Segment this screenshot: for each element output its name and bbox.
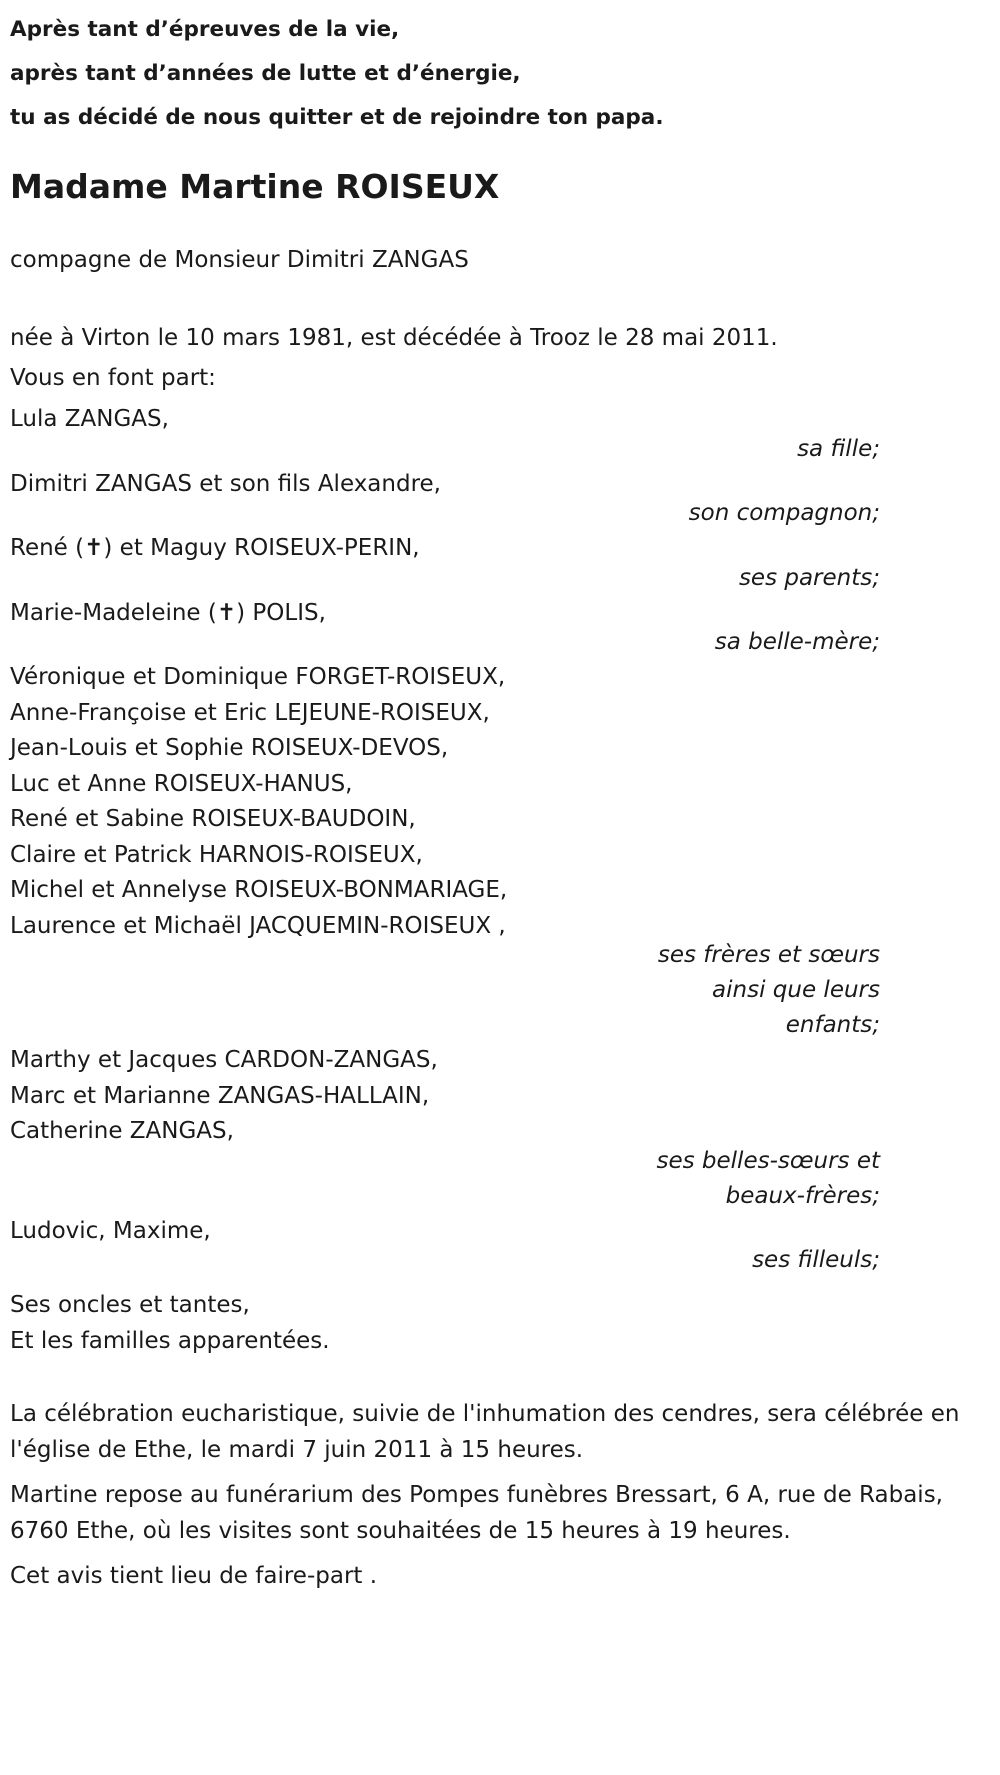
family-list bbox=[10, 402, 990, 1278]
intro-line: après tant d’années de lutte et d’énergie, bbox=[10, 61, 521, 86]
family-member-line: Luc et Anne ROISEUX-HANUS, bbox=[10, 770, 353, 797]
family-member-line: Lula ZANGAS, bbox=[10, 406, 169, 432]
ceremony-paragraph: La célébration eucharistique, suivie de l'inhumation des cendres, sera célébrée en l'église de Ethe, le mardi 7 juin 2011 à 15 heures. bbox=[10, 1401, 960, 1463]
family-group bbox=[10, 596, 990, 661]
family-member-line: René (✝) et Maguy ROISEUX-PERIN, bbox=[10, 535, 420, 561]
deceased-name: Madame Martine ROISEUX bbox=[10, 167, 500, 206]
family-member-line: Marie-Madeleine (✝) POLIS, bbox=[10, 599, 326, 626]
family-group bbox=[10, 1043, 990, 1214]
companion-line: compagne de Monsieur Dimitri ZANGAS bbox=[10, 247, 469, 273]
announce-line: Vous en font part: bbox=[10, 365, 216, 391]
relation-label-line: son compagnon; bbox=[688, 500, 880, 526]
family-member-line: Ludovic, Maxime, bbox=[10, 1217, 211, 1244]
family-group bbox=[10, 531, 990, 596]
intro-line: Après tant d’épreuves de la vie, bbox=[10, 17, 400, 42]
relation-label-line: sa fille; bbox=[797, 435, 880, 462]
relation-label bbox=[10, 938, 880, 1043]
closing-line: Cet avis tient lieu de faire-part . bbox=[10, 1563, 378, 1589]
family-group bbox=[10, 402, 990, 467]
family-group bbox=[10, 1214, 990, 1279]
intro-line: tu as décidé de nous quitter et de rejoindre ton papa. bbox=[10, 105, 664, 130]
family-member-line: Véronique et Dominique FORGET-ROISEUX, bbox=[10, 664, 506, 690]
relation-label-line: ainsi que leurs bbox=[712, 977, 880, 1003]
family-member-line: Anne-Françoise et Eric LEJEUNE-ROISEUX, bbox=[10, 699, 490, 726]
other-relatives-line: Ses oncles et tantes, bbox=[10, 1292, 250, 1318]
family-member-line: Jean-Louis et Sophie ROISEUX-DEVOS, bbox=[10, 735, 449, 761]
relation-label-line: ses filleuls; bbox=[752, 1247, 880, 1273]
relation-label-line: beaux-frères; bbox=[725, 1182, 880, 1209]
family-member-line: Michel et Annelyse ROISEUX-BONMARIAGE, bbox=[10, 877, 508, 903]
family-member-line: Claire et Patrick HARNOIS-ROISEUX, bbox=[10, 841, 423, 868]
family-member-line: René et Sabine ROISEUX-BAUDOIN, bbox=[10, 806, 416, 832]
relation-label bbox=[10, 1144, 880, 1214]
relation-label-line: sa belle-mère; bbox=[714, 629, 880, 655]
family-member-line: Laurence et Michaël JACQUEMIN-ROISEUX , bbox=[10, 912, 506, 939]
family-member-line: Marc et Marianne ZANGAS-HALLAIN, bbox=[10, 1082, 430, 1109]
intro-verse bbox=[10, 8, 990, 140]
obituary-notice bbox=[0, 8, 1000, 1595]
family-group bbox=[10, 467, 990, 532]
family-member-line: Marthy et Jacques CARDON-ZANGAS, bbox=[10, 1047, 438, 1073]
relation-label-line: ses parents; bbox=[738, 564, 880, 591]
relation-label-line: enfants; bbox=[785, 1012, 880, 1038]
family-group bbox=[10, 660, 990, 1043]
other-relatives bbox=[10, 1288, 990, 1359]
relation-label-line: ses belles-sœurs et bbox=[656, 1147, 880, 1174]
birth-death-line: née à Virton le 10 mars 1981, est décédée à Trooz le 28 mai 2011. bbox=[10, 325, 778, 351]
relation-label-line: ses frères et sœurs bbox=[657, 942, 880, 968]
family-member-line: Dimitri ZANGAS et son fils Alexandre, bbox=[10, 470, 441, 497]
family-member-line: Catherine ZANGAS, bbox=[10, 1118, 234, 1144]
other-relatives-line: Et les familles apparentées. bbox=[10, 1327, 330, 1354]
visitation-paragraph: Martine repose au funérarium des Pompes funèbres Bressart, 6 A, rue de Rabais, 6760 Ethe, où les visites sont souhaitées de 15 heures à 19 heures. bbox=[10, 1482, 943, 1544]
